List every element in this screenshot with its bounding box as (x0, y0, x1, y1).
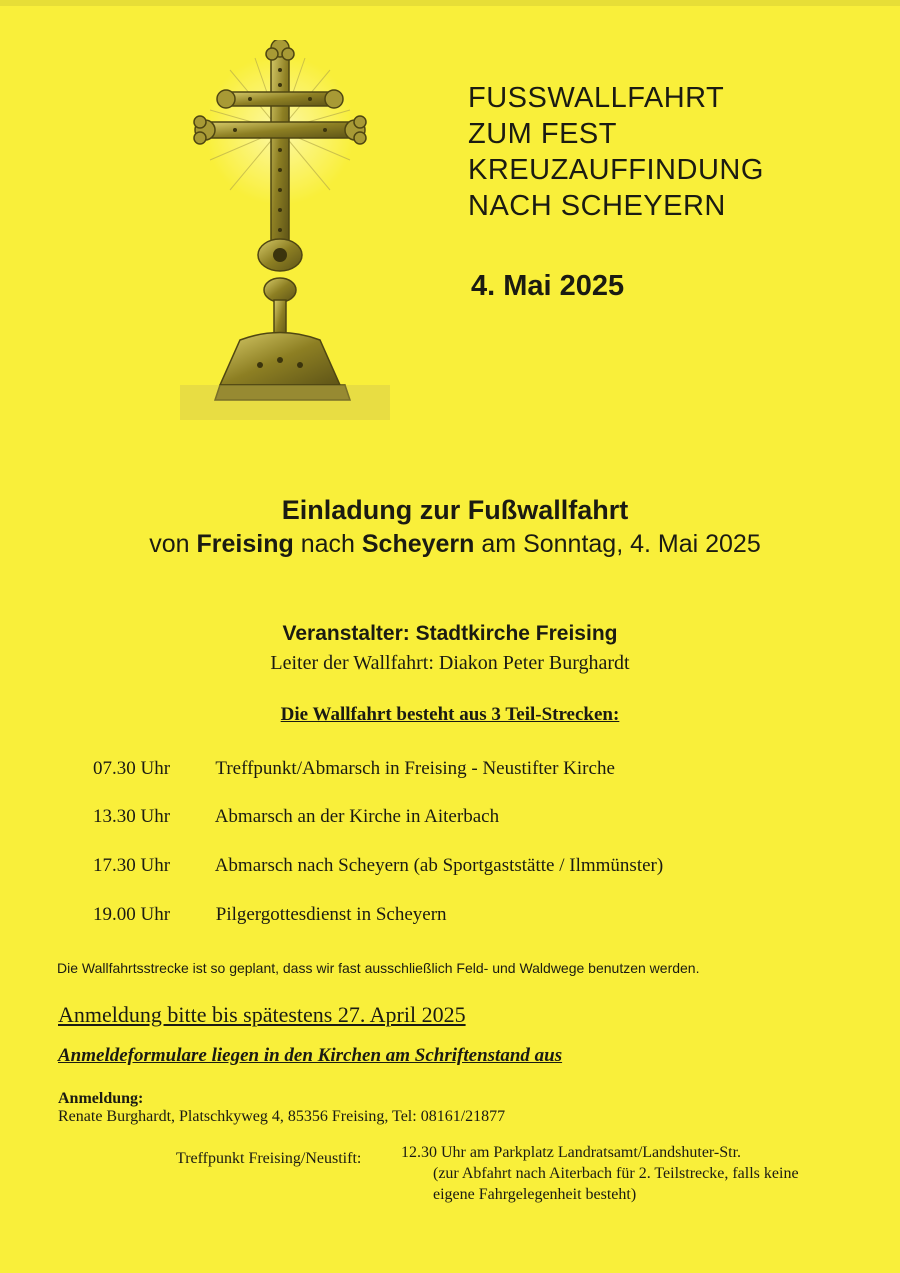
schedule-text: Treffpunkt/Abmarsch in Freising - Neustifter Kirche (215, 758, 615, 779)
schedule-time: 07.30 Uhr (93, 758, 171, 779)
subtitle-to: Scheyern (361, 530, 475, 558)
schedule-row (93, 758, 615, 780)
route-note: Die Wallfahrtsstrecke ist so geplant, dass wir fast ausschließlich Feld- und Waldwege benutzen werden. (57, 960, 700, 976)
schedule-time: 17.30 Uhr (93, 855, 171, 876)
title-line-4: NACH SCHEYERN (468, 190, 726, 222)
cross-reliquary-image (180, 40, 390, 420)
schedule-row (93, 904, 447, 926)
meeting-line-3: eigene Fahrgelegenheit besteht) (433, 1186, 637, 1203)
registration-deadline: Anmeldung bitte bis spätestens 27. April 2025 (58, 1002, 466, 1027)
registration-label: Anmeldung: (58, 1090, 144, 1107)
meeting-line-1: 12.30 Uhr am Parkplatz Landratsamt/Landshuter-Str. (401, 1144, 742, 1161)
page-title (468, 80, 764, 224)
meeting-line-2: (zur Abfahrt nach Aiterbach für 2. Teilstrecke, falls keine (433, 1165, 799, 1182)
schedule-row (93, 806, 499, 828)
leader-line: Leiter der Wallfahrt: Diakon Peter Burghardt (270, 652, 630, 674)
schedule-row (93, 855, 663, 877)
schedule-time: 19.00 Uhr (93, 904, 171, 925)
forms-note: Anmeldeformulare liegen in den Kirchen am Schriftenstand aus (58, 1045, 563, 1066)
paper-edge (0, 0, 900, 6)
subtitle-nach: nach (300, 530, 355, 558)
event-date: 4. Mai 2025 (471, 270, 625, 302)
subtitle-von: von (149, 530, 190, 558)
subtitle-from: Freising (196, 530, 294, 558)
organizer-line: Veranstalter: Stadtkirche Freising (282, 622, 618, 645)
schedule-text: Pilgergottesdienst in Scheyern (215, 904, 447, 925)
cross-icon (180, 40, 390, 420)
registration-contact: Renate Burghardt, Platschkyweg 4, 85356 Freising, Tel: 08161/21877 (58, 1108, 506, 1125)
title-line-3: KREUZAUFFINDUNG (468, 154, 764, 186)
schedule-text: Abmarsch an der Kirche in Aiterbach (214, 806, 500, 827)
invitation-subtitle (0, 530, 900, 559)
subtitle-rest: am Sonntag, 4. Mai 2025 (481, 530, 761, 558)
schedule-text: Abmarsch nach Scheyern (ab Sportgaststätte / Ilmmünster) (214, 855, 664, 876)
meeting-point-label: Treffpunkt Freising/Neustift: (176, 1150, 362, 1167)
invitation-title: Einladung zur Fußwallfahrt (281, 495, 629, 525)
title-line-2: ZUM FEST (468, 118, 617, 150)
title-line-1: FUSSWALLFAHRT (468, 82, 725, 114)
meeting-point-details (401, 1142, 799, 1205)
segments-heading: Die Wallfahrt besteht aus 3 Teil-Strecken: (280, 704, 620, 725)
schedule-time: 13.30 Uhr (93, 806, 171, 827)
